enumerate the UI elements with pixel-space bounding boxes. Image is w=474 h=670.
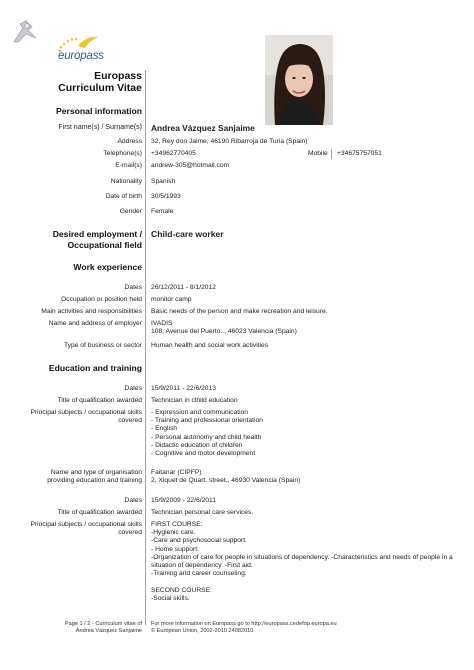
edu1-org-label bbox=[47, 469, 142, 485]
dob-label: Date of birth bbox=[105, 193, 142, 200]
edu1-dates-value: 15/9/2011 - 22/6/2013 bbox=[151, 385, 216, 392]
profile-photo bbox=[265, 35, 333, 125]
edu2-title-value: Technician personal care services. bbox=[151, 509, 254, 516]
desired-employment-value: Child-care worker bbox=[151, 229, 224, 239]
nationality-label: Nationality bbox=[110, 178, 142, 185]
edu1-org-address: 2, Xiquet de Quart. street., 46930 Valencia (Spain) bbox=[151, 477, 301, 485]
list-item: -Organization of care for people in situations of dependency. -Characteristics and needs of people in a bbox=[151, 553, 453, 561]
list-item bbox=[151, 578, 453, 586]
list-item: SECOND COURSE: bbox=[151, 586, 212, 594]
cv-title-line1: Europass bbox=[94, 70, 142, 82]
edu2-dates-value: 15/9/2009 - 22/6/2011 bbox=[151, 497, 216, 504]
edu1-dates-label: Dates bbox=[124, 385, 142, 392]
work-dates-label: Dates bbox=[124, 284, 142, 291]
activities-value: Basic needs of the person and make recreation and leisure. bbox=[151, 308, 328, 315]
edu1-title-value: Technician in clhild education bbox=[151, 397, 238, 404]
list-item: FIRST COURSE: bbox=[151, 521, 203, 528]
edu2-dates-label: Dates bbox=[124, 497, 142, 504]
list-item: - Personal autonomy and child health bbox=[151, 433, 262, 441]
list-item: -Training and career counseling. bbox=[151, 570, 247, 578]
list-item: -Hygienic care. bbox=[151, 529, 196, 537]
nationality-value: Spanish bbox=[151, 178, 176, 185]
list-item: -Social skills. bbox=[151, 594, 190, 602]
footer-copyright: © European Union, 2002-2010 24082010 bbox=[151, 628, 254, 634]
edu1-org-value bbox=[151, 469, 300, 485]
mobile-label: Mobile bbox=[308, 150, 328, 157]
email-label: E-mail(s) bbox=[115, 162, 142, 169]
employer-address: 108, Avenue del Puerto.., 46023 Valencia (Spain) bbox=[151, 328, 297, 336]
edu1-org-label-line2: providing education and training bbox=[47, 477, 142, 485]
column-divider bbox=[145, 70, 146, 625]
europass-corner-icon bbox=[10, 16, 40, 46]
footer-page-line2: Andrea Vázquez Sanjaime bbox=[75, 628, 142, 634]
list-item: - English bbox=[151, 425, 178, 433]
list-item: - Didactic education of children bbox=[151, 441, 243, 449]
desired-employment-label bbox=[53, 229, 142, 251]
footer-page-line1: Page 1 / 2 - Curriculum vitae of bbox=[64, 621, 142, 627]
edu2-subjects-label-line1: Principal subjects / occupational skills bbox=[30, 521, 142, 528]
list-item: - Expression and communication bbox=[151, 409, 249, 416]
dob-value: 30/5/1993 bbox=[151, 193, 181, 200]
edu1-subjects-list bbox=[151, 409, 263, 458]
edu2-subjects-list bbox=[151, 521, 453, 603]
footer-info-line1: For more information on Europass go to http://europass.cedefop.europa.eu bbox=[151, 621, 337, 627]
gender-value: Female bbox=[151, 208, 174, 215]
employer-value bbox=[151, 320, 297, 336]
telephone-value: +34962770405 bbox=[151, 150, 196, 157]
list-item: - Home support. bbox=[151, 545, 199, 553]
mobile-value: +34675757051 bbox=[337, 150, 382, 157]
list-item: situation of dependency. -First aid. bbox=[151, 562, 253, 570]
business-label: Type of business or sector bbox=[63, 342, 142, 349]
edu2-subjects-label-line2: covered bbox=[118, 529, 142, 537]
edu1-subjects-label-line2: covered bbox=[118, 417, 142, 425]
full-name: Andrea Vázquez Sanjaime bbox=[151, 123, 255, 133]
cv-title bbox=[58, 70, 142, 94]
footer-info bbox=[151, 621, 337, 635]
edu1-subjects-label-line1: Principal subjects / occupational skills bbox=[30, 409, 142, 416]
occupation-value: monitor camp bbox=[151, 296, 192, 303]
business-value: Human health and social work activities bbox=[151, 342, 269, 349]
activities-label: Main activities and responsibilities bbox=[41, 308, 142, 315]
mobile-separator bbox=[331, 149, 332, 159]
desired-employment-label-line1: Desired employment / bbox=[52, 229, 142, 239]
europass-logo-text: europass bbox=[58, 50, 104, 62]
telephone-label: Telephone(s) bbox=[103, 150, 142, 157]
employer-label: Name and address of employer bbox=[48, 320, 142, 327]
edu1-org-name: Faitanar (CIPFP) bbox=[151, 469, 202, 476]
desired-employment-label-line2: Occupational field bbox=[67, 240, 142, 250]
edu2-title-label: Title of qualification awarded bbox=[57, 509, 142, 516]
name-label: First name(s) / Surname(s) bbox=[58, 124, 142, 131]
address-value: 32, Rey don Jaime, 46190 Ribarroja de Turia (Spain) bbox=[151, 138, 308, 145]
section-personal-information: Personal information bbox=[56, 106, 142, 116]
address-label: Address bbox=[117, 138, 142, 145]
occupation-label: Occupation or position held bbox=[60, 296, 142, 303]
list-item: -Care and psychosocial support. bbox=[151, 537, 247, 545]
edu1-title-label: Title of qualification awarded bbox=[57, 397, 142, 404]
cv-title-line2: Curriculum Vitae bbox=[58, 82, 142, 94]
section-education-training: Education and training bbox=[48, 363, 142, 373]
email-value: andrew-305@hotmail.com bbox=[151, 162, 230, 169]
gender-label: Gender bbox=[119, 208, 142, 215]
footer-page-info bbox=[65, 621, 142, 635]
list-item: - Training and professional orientation bbox=[151, 417, 263, 425]
work-dates-value: 26/12/2011 - 8/1/2012 bbox=[151, 284, 216, 291]
edu1-org-label-line1: Name and type of organisation bbox=[50, 469, 142, 476]
edu2-subjects-label bbox=[30, 521, 142, 537]
employer-name: IVADIS bbox=[151, 320, 173, 327]
list-item: - Cognitive and motor development bbox=[151, 450, 256, 458]
edu1-subjects-label bbox=[30, 409, 142, 425]
section-work-experience: Work experience bbox=[73, 262, 142, 272]
